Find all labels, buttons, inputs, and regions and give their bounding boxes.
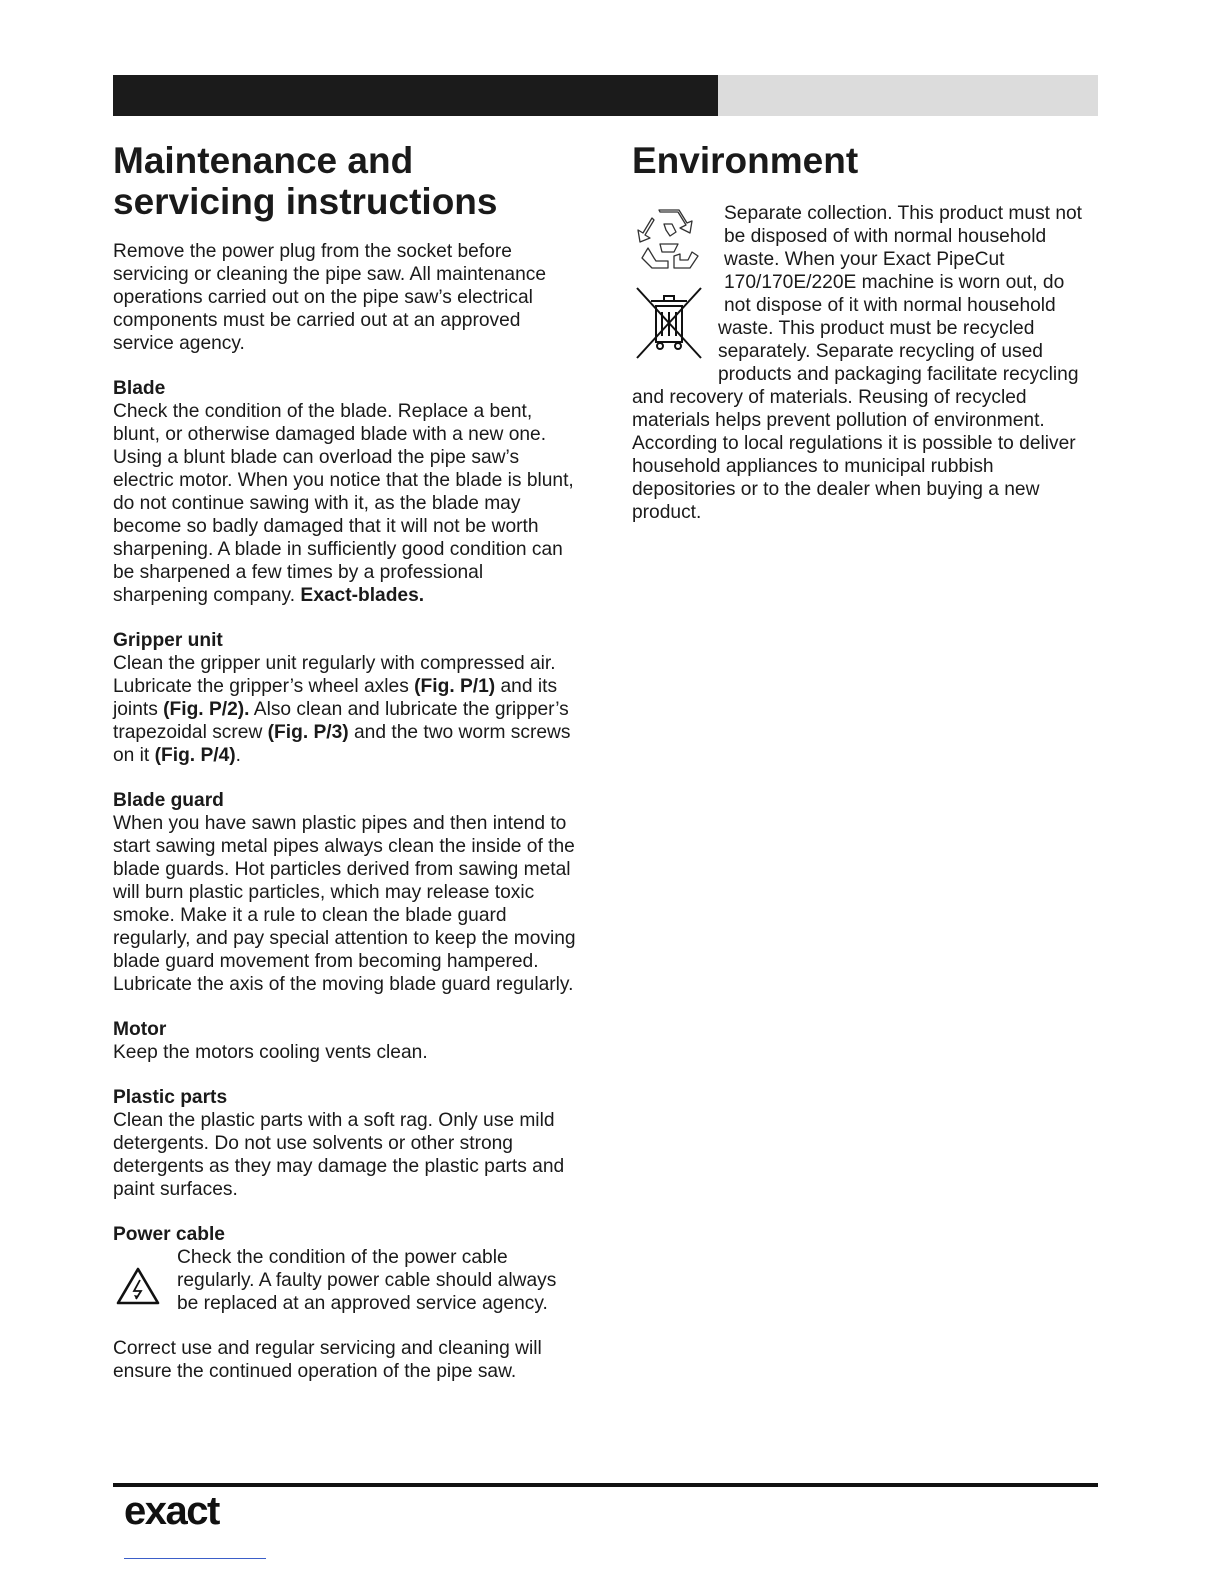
fig-p1-ref: (Fig. P/1) [414, 676, 496, 697]
environment-line: Separate collection. This product must not [724, 203, 1083, 224]
environment-line: waste. When your Exact PipeCut [724, 249, 1005, 270]
maintenance-intro: Remove the power plug from the socket before servicing or cleaning the pipe saw. All maintenance operations carried out on the pipe saw’s electrical components must be carried out at an approved service agency. [113, 241, 547, 354]
blade-guard-text: When you have sawn plastic pipes and then intend to start sawing metal pipes always clean the inside of the blade guards. Hot particles derived from sawing metal will burn plastic particles, which may release toxic smoke. Make it a rule to clean the blade guard regularly, and pay special attention to keep the moving blade guard movement from becoming hampered. Lubricate the axis of the moving blade guard regularly. [113, 813, 576, 995]
environment-line: product. [632, 502, 702, 523]
motor-heading: Motor [113, 1019, 167, 1040]
blade-text: Check the condition of the blade. Replace a bent, blunt, or otherwise damaged blade with a new one. Using a blunt blade can overload the pipe saw’s electric motor. When you notice that the blade is blunt, do not continue sawing with it, as the blade may become so badly damaged that it will not be worth sharpening. A blade in sufficiently good condition can be sharpened a few times by a professional sharpening company. Exact-blades. [113, 401, 574, 606]
motor-text: Keep the motors cooling vents clean. [113, 1042, 428, 1063]
plastic-parts-heading: Plastic parts [113, 1087, 228, 1108]
environment-line: waste. This product must be recycled [718, 318, 1035, 339]
environment-line: products and packaging facilitate recycling [718, 364, 1079, 385]
closing-text: Correct use and regular servicing and cleaning will ensure the continued operation of the pipe saw. [113, 1338, 542, 1382]
environment-block [632, 202, 1102, 524]
footer-rule [113, 1483, 1098, 1487]
recycle-icon [634, 206, 704, 272]
blade-section [113, 377, 581, 607]
environment-line: materials helps prevent pollution of environment. [632, 410, 1045, 431]
environment-line: household appliances to municipal rubbish [632, 456, 994, 477]
environment-column [632, 140, 1102, 524]
gripper-text: Clean the gripper unit regularly with compressed air. Lubricate the gripper’s wheel axles (Fig. P/1) and its joints (Fig. P/2). Also clean and lubricate the gripper’s trapezoidal screw (Fig. P/3) and the two worm screws on it (Fig. P/4). [113, 653, 571, 766]
electrical-warning-icon [115, 1266, 161, 1306]
environment-line: not dispose of it with normal household [724, 295, 1056, 316]
exact-blades-ref: Exact-blades. [300, 585, 425, 606]
power-cable-text: Check the condition of the power cable regularly. A faulty power cable should always be replaced at an approved service agency. [177, 1247, 557, 1314]
header-bar-light [718, 75, 1098, 116]
environment-line: separately. Separate recycling of used [718, 341, 1043, 362]
maintenance-column [113, 140, 581, 1383]
power-cable-section [113, 1223, 581, 1315]
fig-p4-ref: (Fig. P/4) [154, 745, 236, 766]
environment-line: According to local regulations it is possible to deliver [632, 433, 1076, 454]
environment-line: and recovery of materials. Reusing of recycled [632, 387, 1027, 408]
header-bar-dark [113, 75, 718, 116]
logo-text: exact [124, 1490, 219, 1530]
gripper-heading: Gripper unit [113, 630, 223, 651]
fig-p3-ref: (Fig. P/3) [267, 722, 349, 743]
environment-title: Environment [632, 140, 859, 181]
logo-link-underline [124, 1558, 266, 1559]
exact-logo [124, 1490, 264, 1530]
blade-heading: Blade [113, 378, 166, 399]
crossed-out-bin-icon [634, 284, 704, 362]
blade-guard-heading: Blade guard [113, 790, 224, 811]
environment-line: 170/170E/220E machine is worn out, do [724, 272, 1065, 293]
gripper-section [113, 629, 581, 767]
blade-guard-section [113, 789, 581, 996]
motor-section [113, 1018, 581, 1064]
plastic-parts-text: Clean the plastic parts with a soft rag. Only use mild detergents. Do not use solvents or other strong detergents as they may damage the plastic parts and paint surfaces. [113, 1110, 565, 1200]
power-cable-heading: Power cable [113, 1224, 225, 1245]
fig-p2-ref: (Fig. P/2). [163, 699, 250, 720]
plastic-parts-section [113, 1086, 581, 1201]
maintenance-title: Maintenance and servicing instructions [113, 140, 498, 222]
environment-line: depositories or to the dealer when buying a new [632, 479, 1040, 500]
environment-line: be disposed of with normal household [724, 226, 1047, 247]
